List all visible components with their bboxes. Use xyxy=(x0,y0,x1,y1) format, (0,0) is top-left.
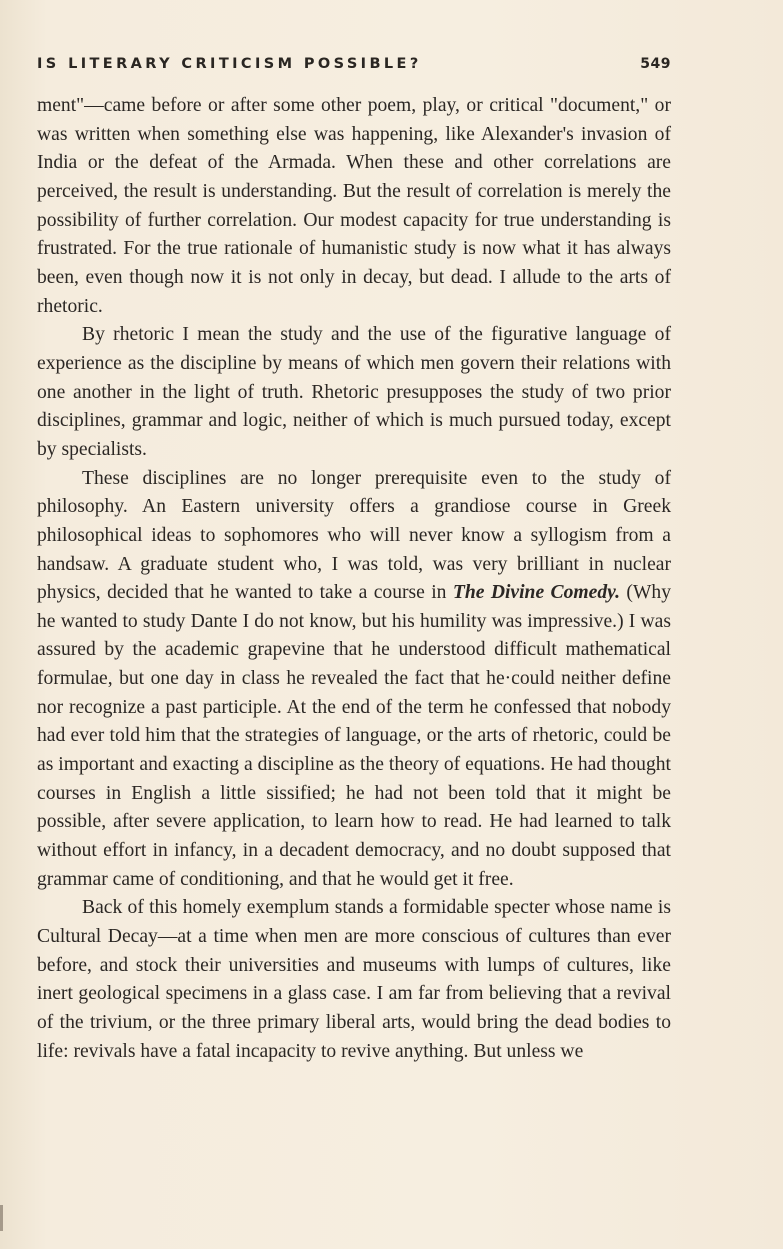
running-head xyxy=(37,53,671,75)
book-title-italic: The Divine Comedy. xyxy=(452,582,621,604)
paragraph-3-text-before: These disciplines are no longer prerequisite even to the study of philosophy. An Eastern university offers a grandiose course in Greek philosophical ideas to sophomores who will never know a syllogism from a handsaw. A graduate student who, I was told, was very brilliant in nuclear physics, decided that he wanted to take a course in xyxy=(37,467,671,604)
paragraph-3 xyxy=(37,465,671,895)
paragraph-1: ment"—came before or after some other poem, play, or critical "document," or was written when something else was happening, like Alexander's invasion of India or the defeat of the Armada. When these and other correlations are perceived, the result is understanding. But the result of correlation is merely the possibility of further correlation. Our modest capacity for true understanding is frustrated. For the true rationale of humanistic study is now what it has always been, even though now it is not only in decay, but dead. I allude to the arts of rhetoric. xyxy=(37,95,671,317)
page-edge-mark xyxy=(0,1205,3,1231)
page-number: 549 xyxy=(640,56,671,72)
paragraph-3-text-after: (Why he wanted to study Dante I do not know, but his humility was impressive.) I was assured by the academic grapevine that he understood difficult mathematical formulae, but one day in class he revealed the fact that he·could neither define nor recognize a past participle. At the end of the term he confessed that nobody had ever told him that the strategies of language, or the arts of rhetoric, could be as important and exacting a discipline as the theory of equations. He had thought courses in English a little sissified; he had not been told that it might be possible, after severe application, to learn how to read. He had learned to talk without effort in infancy, in a decadent democracy, and no doubt supposed that grammar came of conditioning, and that he would get it free. xyxy=(37,582,672,890)
paragraph-2: By rhetoric I mean the study and the use of the figurative language of experience as the discipline by means of which men govern their relations with one another in the light of truth. Rhetoric presupposes the study of two prior disciplines, grammar and logic, neither of which is much pursued today, except by specialists. xyxy=(37,324,671,460)
paragraph-4: Back of this homely exemplum stands a formidable specter whose name is Cultural Decay—at a time when men are more conscious of cultures than ever before, and stock their universities and museums with lumps of cultures, like inert geological specimens in a glass case. I am far from believing that a revival of the trivium, or the three primary liberal arts, would bring the dead bodies to life: revivals have a fatal incapacity to revive anything. But unless we xyxy=(37,897,671,1062)
body-text xyxy=(37,92,671,1066)
running-title: IS LITERARY CRITICISM POSSIBLE? xyxy=(37,56,422,72)
